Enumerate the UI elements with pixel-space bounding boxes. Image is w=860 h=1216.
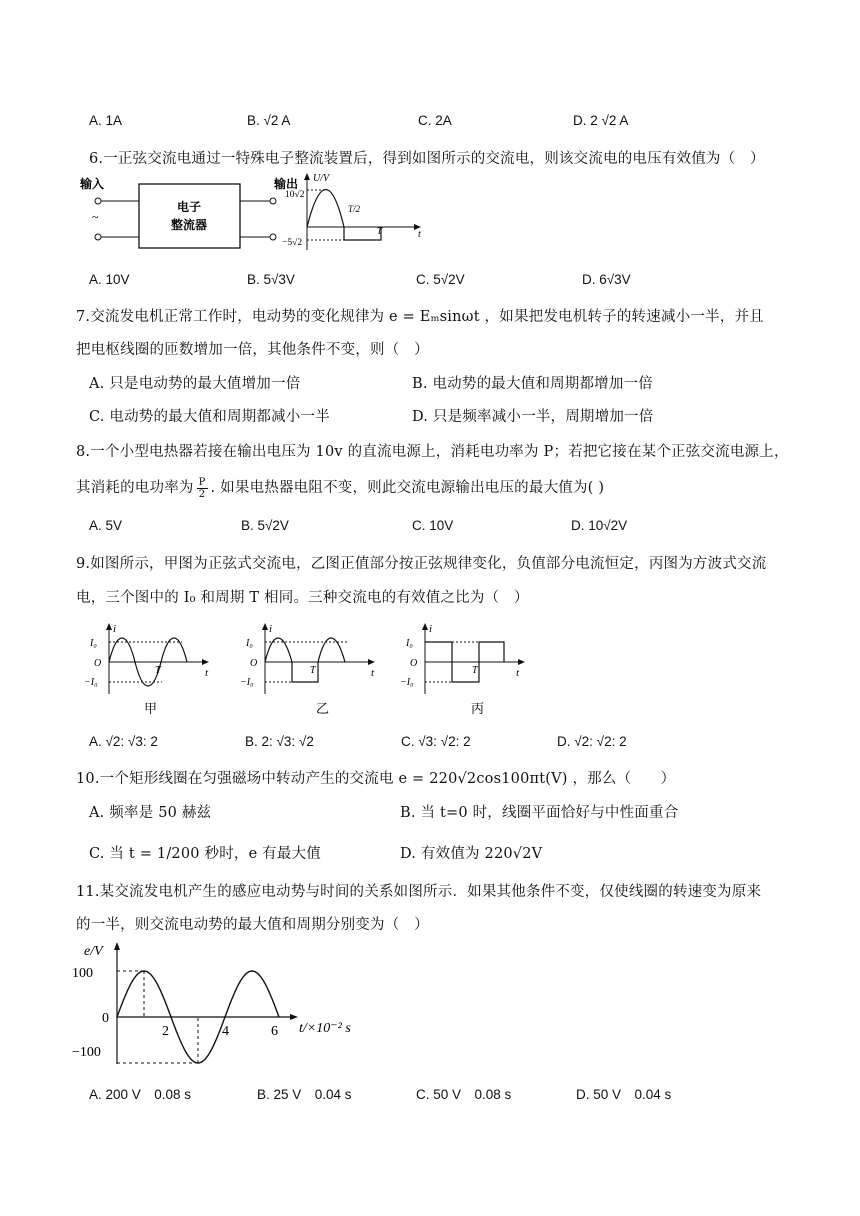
q7-option-b: B. 电动势的最大值和周期都增加一倍 xyxy=(412,376,653,392)
svg-text:−I₀: −I₀ xyxy=(84,677,98,688)
q5-option-c: C. 2A xyxy=(418,113,452,128)
q8-option-b: B. 5√2V xyxy=(241,518,289,533)
svg-text:t: t xyxy=(205,667,209,679)
svg-text:O: O xyxy=(250,658,258,669)
svg-text:I₀: I₀ xyxy=(406,638,413,649)
svg-text:I₀: I₀ xyxy=(246,638,253,649)
q8-option-c: C. 10V xyxy=(412,518,454,533)
q6-text: 6.一正弦交流电通过一特殊电子整流装置后，得到如图所示的交流电，则该交流电的电压有效值为（ ） xyxy=(89,151,765,167)
y-tick-neg100: −100 xyxy=(72,1045,101,1060)
graph-bing xyxy=(398,622,538,722)
q9-option-a: A. √2: √3: 2 xyxy=(89,734,158,749)
q11-option-c: C. 50 V 0.08 s xyxy=(416,1087,512,1102)
x-tick-4: 4 xyxy=(222,1024,229,1039)
q5-option-d: D. 2 √2 A xyxy=(573,113,629,128)
q10-option-b: B. 当 t=0 时，线圈平面恰好与中性面重合 xyxy=(400,805,679,821)
q8-option-d: D. 10√2V xyxy=(571,518,628,533)
graph-jia xyxy=(82,622,222,722)
svg-text:电子: 电子 xyxy=(176,200,202,214)
svg-text:T/2: T/2 xyxy=(348,204,361,214)
q6-option-d: D. 6√3V xyxy=(582,272,631,287)
y-axis-label: e/V xyxy=(84,944,103,959)
q11-option-b: B. 25 V 0.04 s xyxy=(257,1087,352,1102)
svg-text:O: O xyxy=(410,658,418,669)
q8-line2: 其消耗的电功率为 $\frac{P}{2}$ . 如果电热器电阻不变，则此交流电源输出电压的最大值为( ) xyxy=(76,476,605,500)
q11-option-a: A. 200 V 0.08 s xyxy=(89,1087,192,1102)
x-axis-label: t/×10⁻² s xyxy=(299,1021,351,1036)
q6-option-b: B. 5√3V xyxy=(247,272,295,287)
svg-text:i: i xyxy=(429,623,433,635)
output-label: 输出 xyxy=(274,177,299,191)
x-tick-2: 2 xyxy=(162,1024,169,1039)
svg-text:T: T xyxy=(377,226,383,236)
svg-text:T: T xyxy=(310,665,316,676)
q8-option-a: A. 5V xyxy=(89,518,123,533)
q7-option-d: D. 只是频率减小一半，周期增加一倍 xyxy=(412,409,654,425)
q5-option-b: B. √2 A xyxy=(247,113,291,128)
graph-yi xyxy=(238,622,378,722)
rectifier-box xyxy=(139,184,240,248)
q7-option-a: A. 只是电动势的最大值增加一倍 xyxy=(89,376,301,392)
q5-option-a: A. 1A xyxy=(89,113,123,128)
svg-text:t: t xyxy=(371,667,375,679)
svg-text:t: t xyxy=(418,229,421,240)
q10-option-c: C. 当 t = 1/200 秒时，e 有最大值 xyxy=(89,846,321,862)
svg-text:10√2: 10√2 xyxy=(285,190,305,200)
fraction-p-over-2: $\frac{P}{2}$ xyxy=(198,476,206,500)
q7-line1: 7.交流发电机正常工作时，电动势的变化规律为 e = Eₘsinωt ，如果把发电机转子的转速减小一半，并且 xyxy=(76,309,764,325)
q9-line2: 电，三个图中的 I₀ 和周期 T 相同。三种交流电的有效值之比为（ ） xyxy=(76,590,529,606)
q11-option-d: D. 50 V 0.04 s xyxy=(576,1087,672,1102)
svg-text:t: t xyxy=(516,667,520,679)
svg-text:O: O xyxy=(94,658,102,669)
svg-text:i: i xyxy=(113,623,117,635)
svg-text:I₀: I₀ xyxy=(90,638,97,649)
svg-text:i: i xyxy=(269,623,273,635)
svg-text:T: T xyxy=(472,665,478,676)
svg-text:−5√2: −5√2 xyxy=(282,238,303,248)
svg-text:整流器: 整流器 xyxy=(170,218,208,232)
q8-line1: 8.一个小型电热器若接在输出电压为 10v 的直流电源上，消耗电功率为 P；若把它接在某个正弦交流电源上， xyxy=(76,444,789,460)
q9-option-b: B. 2: √3: √2 xyxy=(245,734,314,749)
svg-text:丙: 丙 xyxy=(471,701,485,716)
q6-option-c: C. 5√2V xyxy=(416,272,465,287)
y-tick-100: 100 xyxy=(72,966,93,981)
input-label: 输入 xyxy=(80,177,105,191)
q10-option-d: D. 有效值为 220√2V xyxy=(400,846,543,862)
q11-line2: 的一半，则交流电动势的最大值和周期分别变为（ ） xyxy=(76,917,429,933)
svg-text:乙: 乙 xyxy=(316,701,330,716)
q9-option-c: C. √3: √2: 2 xyxy=(401,734,471,749)
svg-text:甲: 甲 xyxy=(144,701,158,716)
q7-option-c: C. 电动势的最大值和周期都减小一半 xyxy=(89,409,330,425)
tilde-label: ~ xyxy=(92,210,99,224)
q11-line1: 11.某交流发电机产生的感应电动势与时间的关系如图所示．如果其他条件不变，仅使线圈的转速变为原来 xyxy=(76,884,762,900)
q9-option-d: D. √2: √2: 2 xyxy=(557,734,627,749)
q9-line1: 9.如图所示，甲图为正弦式交流电，乙图正值部分按正弦规律变化，负值部分电流恒定，丙图为方波式交流 xyxy=(76,556,767,572)
rectifier-figure xyxy=(76,172,436,252)
x-tick-6: 6 xyxy=(271,1024,278,1039)
svg-text:T: T xyxy=(155,665,161,676)
q6-option-a: A. 10V xyxy=(89,272,130,287)
q10-option-a: A. 频率是 50 赫兹 xyxy=(89,805,212,821)
svg-text:U/V: U/V xyxy=(313,173,330,184)
q7-line2: 把电枢线圈的匝数增加一倍，其他条件不变，则（ ） xyxy=(76,342,429,358)
q10-text: 10.一个矩形线圈在匀强磁场中转动产生的交流电 e = 220√2cos100πt(V) ，那么（ ） xyxy=(76,771,676,787)
svg-text:−I₀: −I₀ xyxy=(240,677,254,688)
svg-text:−I₀: −I₀ xyxy=(400,677,414,688)
emf-chart xyxy=(70,940,390,1070)
y-tick-0: 0 xyxy=(102,1011,109,1026)
